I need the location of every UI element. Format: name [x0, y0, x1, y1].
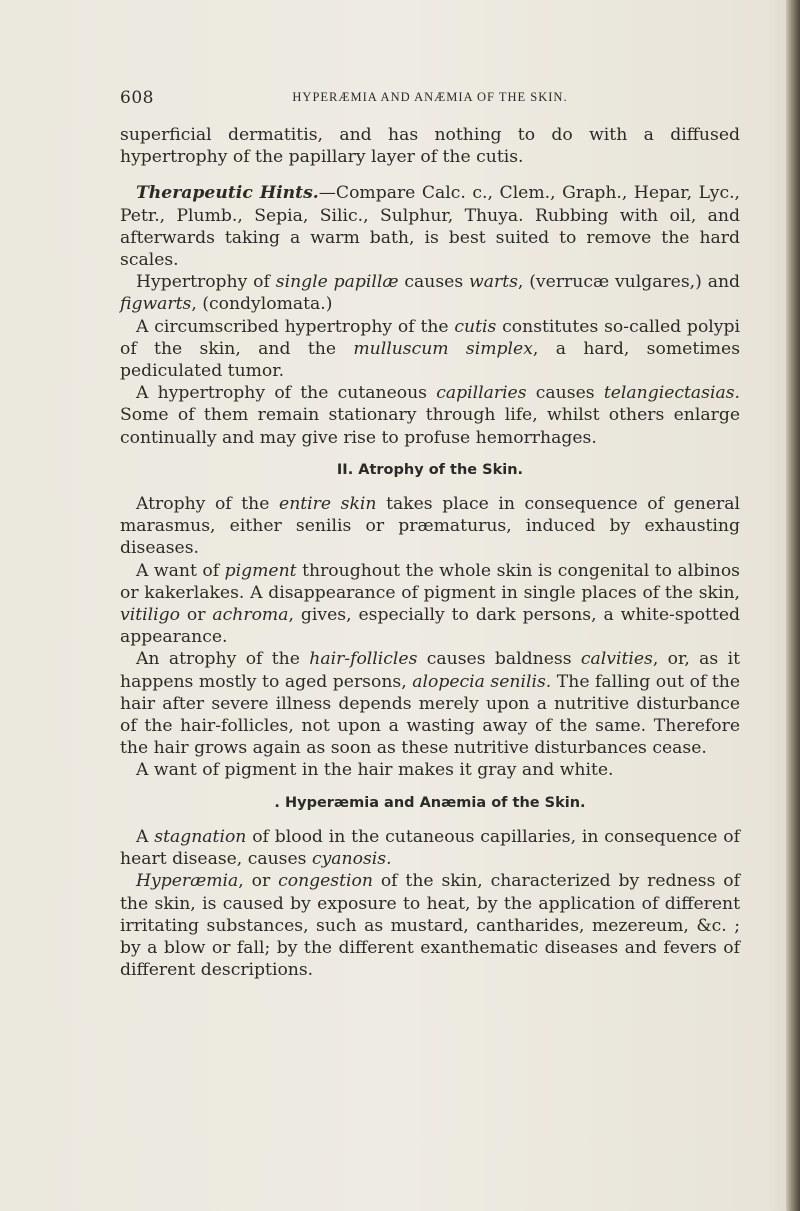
paragraph-stagnation — [120, 826, 740, 870]
page-number: 608 — [120, 88, 154, 108]
text-run: , a hard, sometimes pediculated tumor. — [120, 338, 741, 382]
italic-term: Hyperæmia — [136, 871, 239, 892]
text-run: A hypertrophy of the cutaneous — [136, 383, 437, 404]
text-run: throughout the whole skin is congenital to albinos or kakerlakes. A disappearance of pigment in single places of the skin, — [120, 560, 740, 603]
paragraph-polypi — [120, 316, 740, 383]
page-body — [120, 124, 740, 981]
italic-term: calvities — [580, 649, 653, 670]
italic-term: warts — [469, 272, 518, 293]
italic-term: cyanosis. — [311, 849, 392, 870]
paragraph-hyperaemia — [120, 870, 740, 981]
section-heading-hyperaemia: . Hyperæmia and Anæmia of the Skin. — [274, 794, 586, 811]
italic-term: figwarts — [120, 294, 192, 315]
section-heading-atrophy: II. Atrophy of the Skin. — [336, 461, 524, 478]
text-run: or — [179, 605, 213, 626]
text-run: causes — [398, 272, 470, 293]
text-run: Atrophy of the — [136, 494, 280, 515]
book-edge-shadow — [786, 0, 800, 1211]
text-run: , gives, especially to dark persons, a white-spotted appearance. — [120, 605, 740, 648]
paragraph-warts — [120, 271, 740, 315]
text-run: An atrophy of the — [136, 649, 310, 670]
text-run: , or — [238, 871, 279, 892]
italic-term: entire skin — [279, 494, 377, 515]
text-run: Hypertrophy of — [136, 272, 276, 293]
italic-term: cutis — [454, 316, 497, 337]
text-run: A circumscribed hypertrophy of the — [136, 316, 455, 337]
therapeutic-hints-text: —Compare Calc. c., Clem., Graph., Hepar, Lyc., Petr., Plumb., Sepia, Silic., Sulphur, Thuya. Rubbing with oil, and afterwards taking a warm bath, is best suited to remove the hard scales. — [120, 183, 740, 271]
paragraph-hair-follicles — [120, 648, 740, 759]
text-run: constitutes so-called polypi of the skin, and the — [120, 316, 740, 359]
paragraph-pigment — [120, 560, 740, 649]
paragraph-continuation: superficial dermatitis, and has nothing to do with a diffused hypertrophy of the papillary layer of the cutis. — [120, 125, 740, 168]
italic-term: capillaries — [436, 383, 527, 404]
italic-term: mulluscum simplex — [353, 338, 533, 359]
italic-term: stagnation — [154, 826, 247, 847]
text-run: of the skin, characterized by redness of the skin, is caused by exposure to heat, by the application of different irritating substances, such as mustard, cantharides, mezereum, &c. ; by a blow or fall; by the different exanthematic diseases and fevers of different descriptions. — [120, 871, 740, 981]
italic-term: pigment — [224, 560, 297, 581]
text-run: Some of them remain stationary through life, whilst others enlarge continually and may give rise to profuse hemorrhages. — [120, 405, 740, 448]
paragraph-hair-pigment: A want of pigment in the hair makes it gray and white. — [136, 760, 614, 781]
italic-term: single papillæ — [275, 272, 399, 293]
paragraph-atrophy-entire-skin — [120, 493, 740, 560]
page-header — [120, 88, 740, 110]
italic-term: alopecia senilis. — [412, 671, 552, 692]
paragraph-telangiectasias — [120, 382, 740, 449]
running-head: HYPERÆMIA AND ANÆMIA OF THE SKIN. — [292, 90, 568, 104]
italic-term: achroma — [212, 605, 289, 626]
text-run: , (verrucæ vulgares,) and — [517, 272, 741, 293]
paragraph-therapeutic-hints — [120, 182, 740, 271]
text-run: causes — [526, 383, 604, 404]
therapeutic-hints-label: Therapeutic Hints. — [136, 183, 319, 204]
text-run: of blood in the cutaneous capillaries, in consequence of heart disease, causes — [120, 826, 740, 870]
italic-term: congestion — [278, 871, 373, 892]
italic-term: hair-follicles — [309, 649, 418, 670]
text-run: A — [136, 826, 155, 847]
italic-term: vitiligo — [120, 605, 180, 626]
text-run: A want of — [136, 560, 225, 581]
text-run: , (condylomata.) — [191, 294, 333, 315]
text-run: takes place in consequence of general marasmus, either senilis or præmaturus, induced by exhausting diseases. — [120, 494, 740, 559]
italic-term: telangiectasias. — [603, 383, 741, 404]
text-run: The falling out of the hair after severe illness depends merely upon a nutritive disturbance of the hair-follicles, not upon a wasting away of the same. Therefore the hair grows again as soon as these nutritive disturbances cease. — [120, 671, 741, 759]
text-run: causes baldness — [417, 649, 581, 670]
text-run: , or, as it happens mostly to aged persons, — [120, 649, 740, 692]
